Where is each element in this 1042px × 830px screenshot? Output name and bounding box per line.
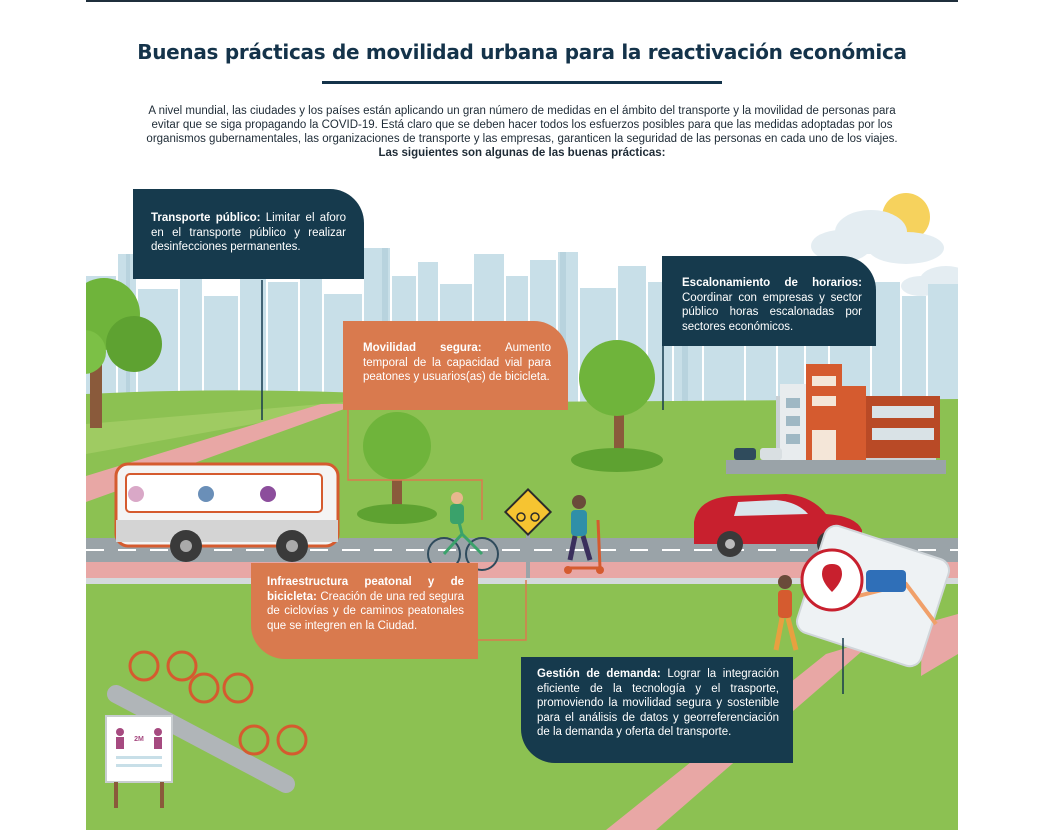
callout-heading: Escalonamiento de horarios: [682, 277, 862, 289]
intro-lead: Las siguientes son algunas de las buenas prácticas: [378, 147, 666, 159]
bus-icon [116, 464, 338, 562]
callout-text: Creación de una red segura de ciclovías y de caminos peatonales que se integren en la Ciudad. [267, 590, 464, 632]
intro-paragraph [138, 104, 906, 160]
callout-text: Aumento temporal de la capacidad vial para peatones y usuarios(as) de bicicleta. [363, 342, 551, 383]
callout-infraestructura [251, 563, 478, 659]
callout-heading: Gestión de demanda: [537, 668, 661, 680]
distance-label: 2M [134, 736, 144, 743]
callout-text: Limitar el aforo en el transporte público y realizar desinfecciones permanentes. [151, 212, 347, 253]
callout-gestion-demanda [521, 657, 793, 763]
intro-text: A nivel mundial, las ciudades y los países están aplicando un gran número de medidas en el ámbito del transporte y la movilidad de personas para evitar que se siga propagando la COVID-19. Está claro que se deben hacer todos los esfuerzos posibles para que las medidas adoptadas por los organismos gubernamentales, las organizaciones de transporte y las empresas, garanticen la seguridad de las personas en cada uno de los viajes. [146, 105, 898, 145]
callout-transporte-publico [133, 189, 364, 279]
callout-text: Lograr la integración eficiente de la tecnología y el trasporte, promoviendo la movilidad segura y sostenible para el análisis de datos y georreferenciación de la demanda y oferta del transporte. [537, 668, 780, 738]
top-border-line [86, 0, 958, 2]
title-underline [322, 81, 722, 84]
callout-heading: Transporte público: [151, 212, 261, 224]
page-title: Buenas prácticas de movilidad urbana para la reactivación económica [137, 40, 907, 64]
callout-escalonamiento-horarios [662, 256, 876, 346]
callout-movilidad-segura [343, 321, 568, 410]
callout-heading: Infraestructura peatonal y de bicicleta: [267, 576, 464, 603]
callout-text: Coordinar con empresas y sector público horas escalonadas por sectores económicos. [682, 291, 862, 333]
callout-heading: Movilidad segura: [363, 342, 482, 354]
